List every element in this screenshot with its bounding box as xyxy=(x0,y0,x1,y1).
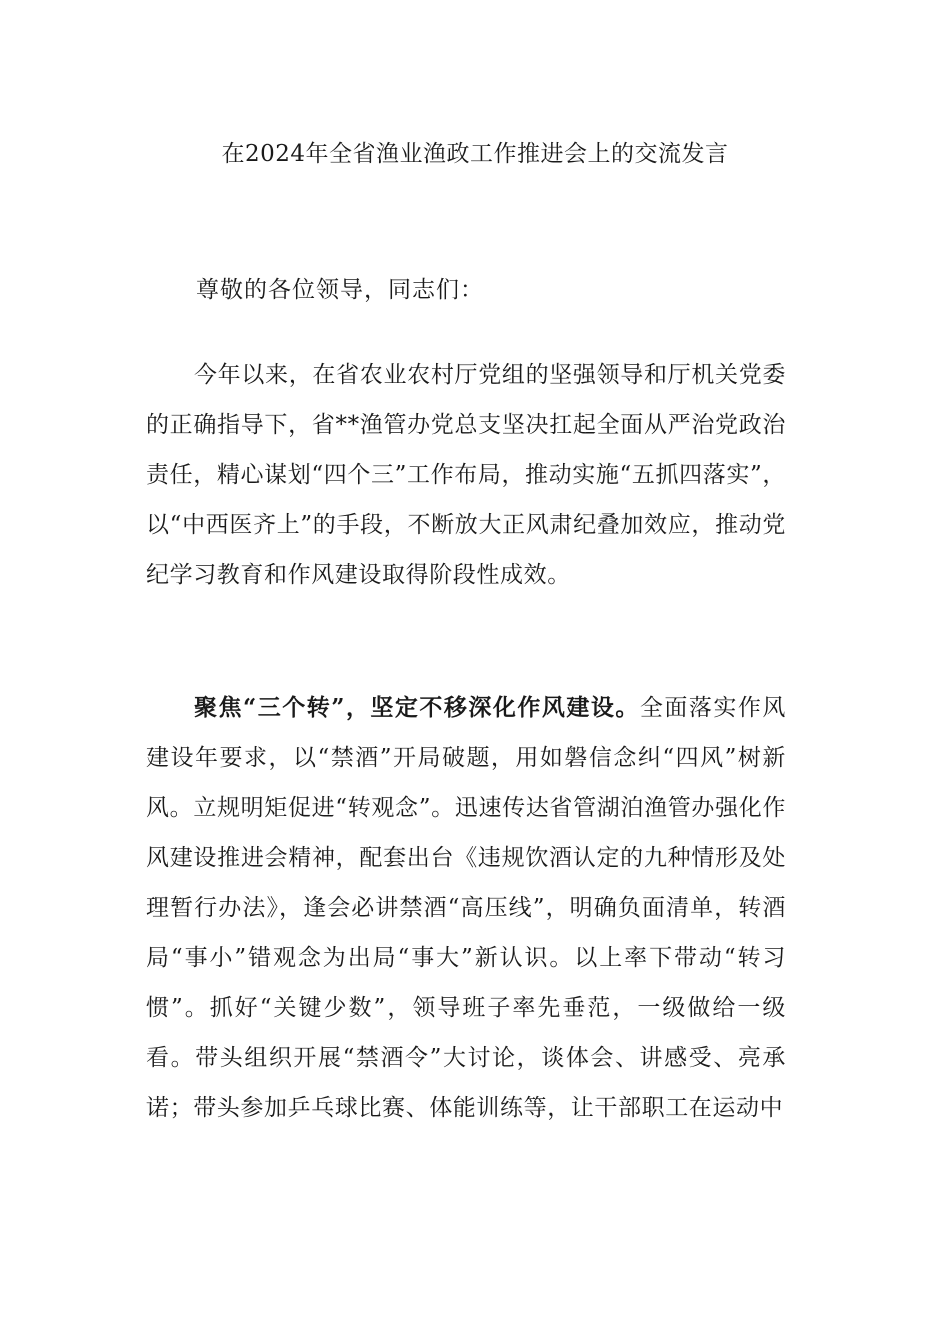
paragraph-lead-heading: 聚焦“三个转”，坚定不移深化作风建设。 xyxy=(194,694,640,721)
paragraph-text: 今年以来，在省农业农村厅党组的坚强领导和厅机关党委的正确指导下，省**渔管办党总支坚决扛起全面从严治党政治责任，精心谋划“四个三”工作布局，推动实施“五抓四落实”，以“中西医齐上”的手段，不断放大正风肃纪叠加效应，推动党纪学习教育和作风建设取得阶段性成效。 xyxy=(146,362,786,588)
paragraph-text: 全面落实作风建设年要求，以“禁酒”开局破题，用如磐信念纠“四风”树新风。立规明矩促进“转观念”。迅速传达省管湖泊渔管办强化作风建设推进会精神，配套出台《违规饮酒认定的九种情形及处理暂行办法》，逢会必讲禁酒“高压线”，明确负面清单，转酒局“事小”错观念为出局“事大”新认识。以上率下带动“转习惯”。抓好“关键少数”，领导班子率先垂范，一级做给一级看。带头组织开展“禁酒令”大讨论，谈体会、讲感受、亮承诺；带头参加乒乓球比赛、体能训练等，让干部职工在运动中 xyxy=(146,695,786,1121)
document-title: 在2024年全省渔业渔政工作推进会上的交流发言 xyxy=(221,141,729,167)
salutation: 尊敬的各位领导，同志们： xyxy=(196,277,484,303)
paragraph-intro xyxy=(146,350,786,600)
paragraph-section-1 xyxy=(146,683,786,1133)
